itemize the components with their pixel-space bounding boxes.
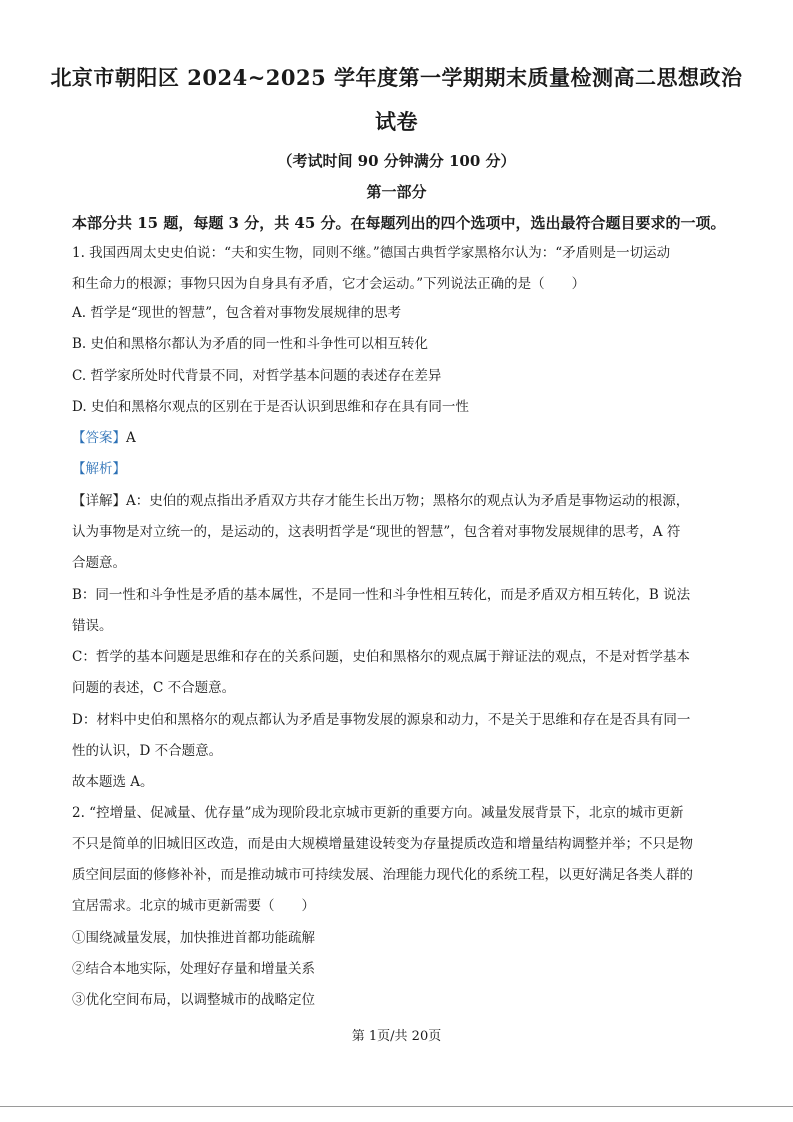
q1-answer bbox=[72, 428, 136, 448]
q2-stem-line2: 不只是简单的旧城旧区改造，而是由大规模增量建设转变为存量提质改造和增量结构调整并举；不只是物 bbox=[72, 836, 693, 852]
q2-item-2: ②结合本地实际，处理好存量和增量关系 bbox=[72, 961, 315, 977]
answer-tag: 【答案】 bbox=[72, 430, 126, 446]
q1-option-a: A. 哲学是“现世的智慧”，包含着对事物发展规律的思考 bbox=[72, 305, 402, 321]
exam-title-line1: 北京市朝阳区 2024~2025 学年度第一学期期末质量检测高二思想政治 bbox=[50, 65, 743, 90]
q1-option-c: C. 哲学家所处时代背景不同，对哲学基本问题的表述存在差异 bbox=[72, 368, 442, 384]
q2-stem-line3: 质空间层面的修修补补，而是推动城市可持续发展、治理能力现代化的系统工程，以更好满足各类人群的 bbox=[72, 867, 693, 883]
q1-option-b: B. 史伯和黑格尔都认为矛盾的同一性和斗争性可以相互转化 bbox=[72, 336, 429, 352]
analysis-tag: 【解析】 bbox=[72, 461, 126, 477]
section-instruction: 本部分共 15 题，每题 3 分，共 45 分。在每题列出的四个选项中，选出最符合题目要求的一项。 bbox=[72, 214, 726, 232]
q2-item-3: ③优化空间布局，以调整城市的战略定位 bbox=[72, 992, 315, 1008]
q1-b-line2: 错误。 bbox=[72, 618, 113, 634]
page-footer: 第 1页/共 20页 bbox=[351, 1029, 442, 1044]
q2-stem-line1: 2. “控增量、促减量、优存量”成为现阶段北京城市更新的重要方向。减量发展背景下，北京的城市更新 bbox=[72, 805, 684, 821]
q1-d-line1: D：材料中史伯和黑格尔的观点都认为矛盾是事物发展的源泉和动力，不是关于思维和存在是否具有同一 bbox=[72, 712, 691, 728]
q1-d-line2: 性的认识，D 不合题意。 bbox=[72, 743, 223, 759]
q2-item-1: ①围绕减量发展，加快推进首都功能疏解 bbox=[72, 930, 315, 946]
q1-detail-line1: 【详解】A：史伯的观点指出矛盾双方共存才能生长出万物；黑格尔的观点认为矛盾是事物运动的根源， bbox=[72, 493, 690, 509]
q1-detail-line3: 合题意。 bbox=[72, 555, 126, 571]
exam-title-line2: 试卷 bbox=[375, 109, 418, 134]
q1-c-line2: 问题的表述，C 不合题意。 bbox=[72, 680, 236, 696]
q1-conclusion: 故本题选 A。 bbox=[72, 774, 154, 790]
q1-stem-line2: 和生命力的根源；事物只因为自身具有矛盾，它才会运动。”下列说法正确的是（ ） bbox=[72, 276, 586, 292]
q1-c-line1: C：哲学的基本问题是思维和存在的关系问题，史伯和黑格尔的观点属于辩证法的观点，不是对哲学基本 bbox=[72, 649, 690, 665]
q2-stem-line4: 宜居需求。北京的城市更新需要（ ） bbox=[72, 898, 315, 914]
section-heading: 第一部分 bbox=[366, 183, 427, 201]
q1-detail-line2: 认为事物是对立统一的，是运动的，这表明哲学是“现世的智慧”，包含着对事物发展规律的思考，A 符 bbox=[72, 524, 681, 540]
bottom-divider bbox=[0, 1106, 793, 1107]
q1-b-line1: B：同一性和斗争性是矛盾的基本属性，不是同一性和斗争性相互转化，而是矛盾双方相互转化，B 说法 bbox=[72, 587, 691, 603]
q1-stem-line1: 1. 我国西周太史史伯说：“夫和实生物，同则不继。”德国古典哲学家黑格尔认为：“矛盾则是一切运动 bbox=[72, 245, 671, 261]
q1-option-d: D. 史伯和黑格尔观点的区别在于是否认识到思维和存在具有同一性 bbox=[72, 399, 469, 415]
exam-subtitle: （考试时间 90 分钟满分 100 分） bbox=[277, 152, 516, 170]
answer-value: A bbox=[126, 430, 136, 446]
